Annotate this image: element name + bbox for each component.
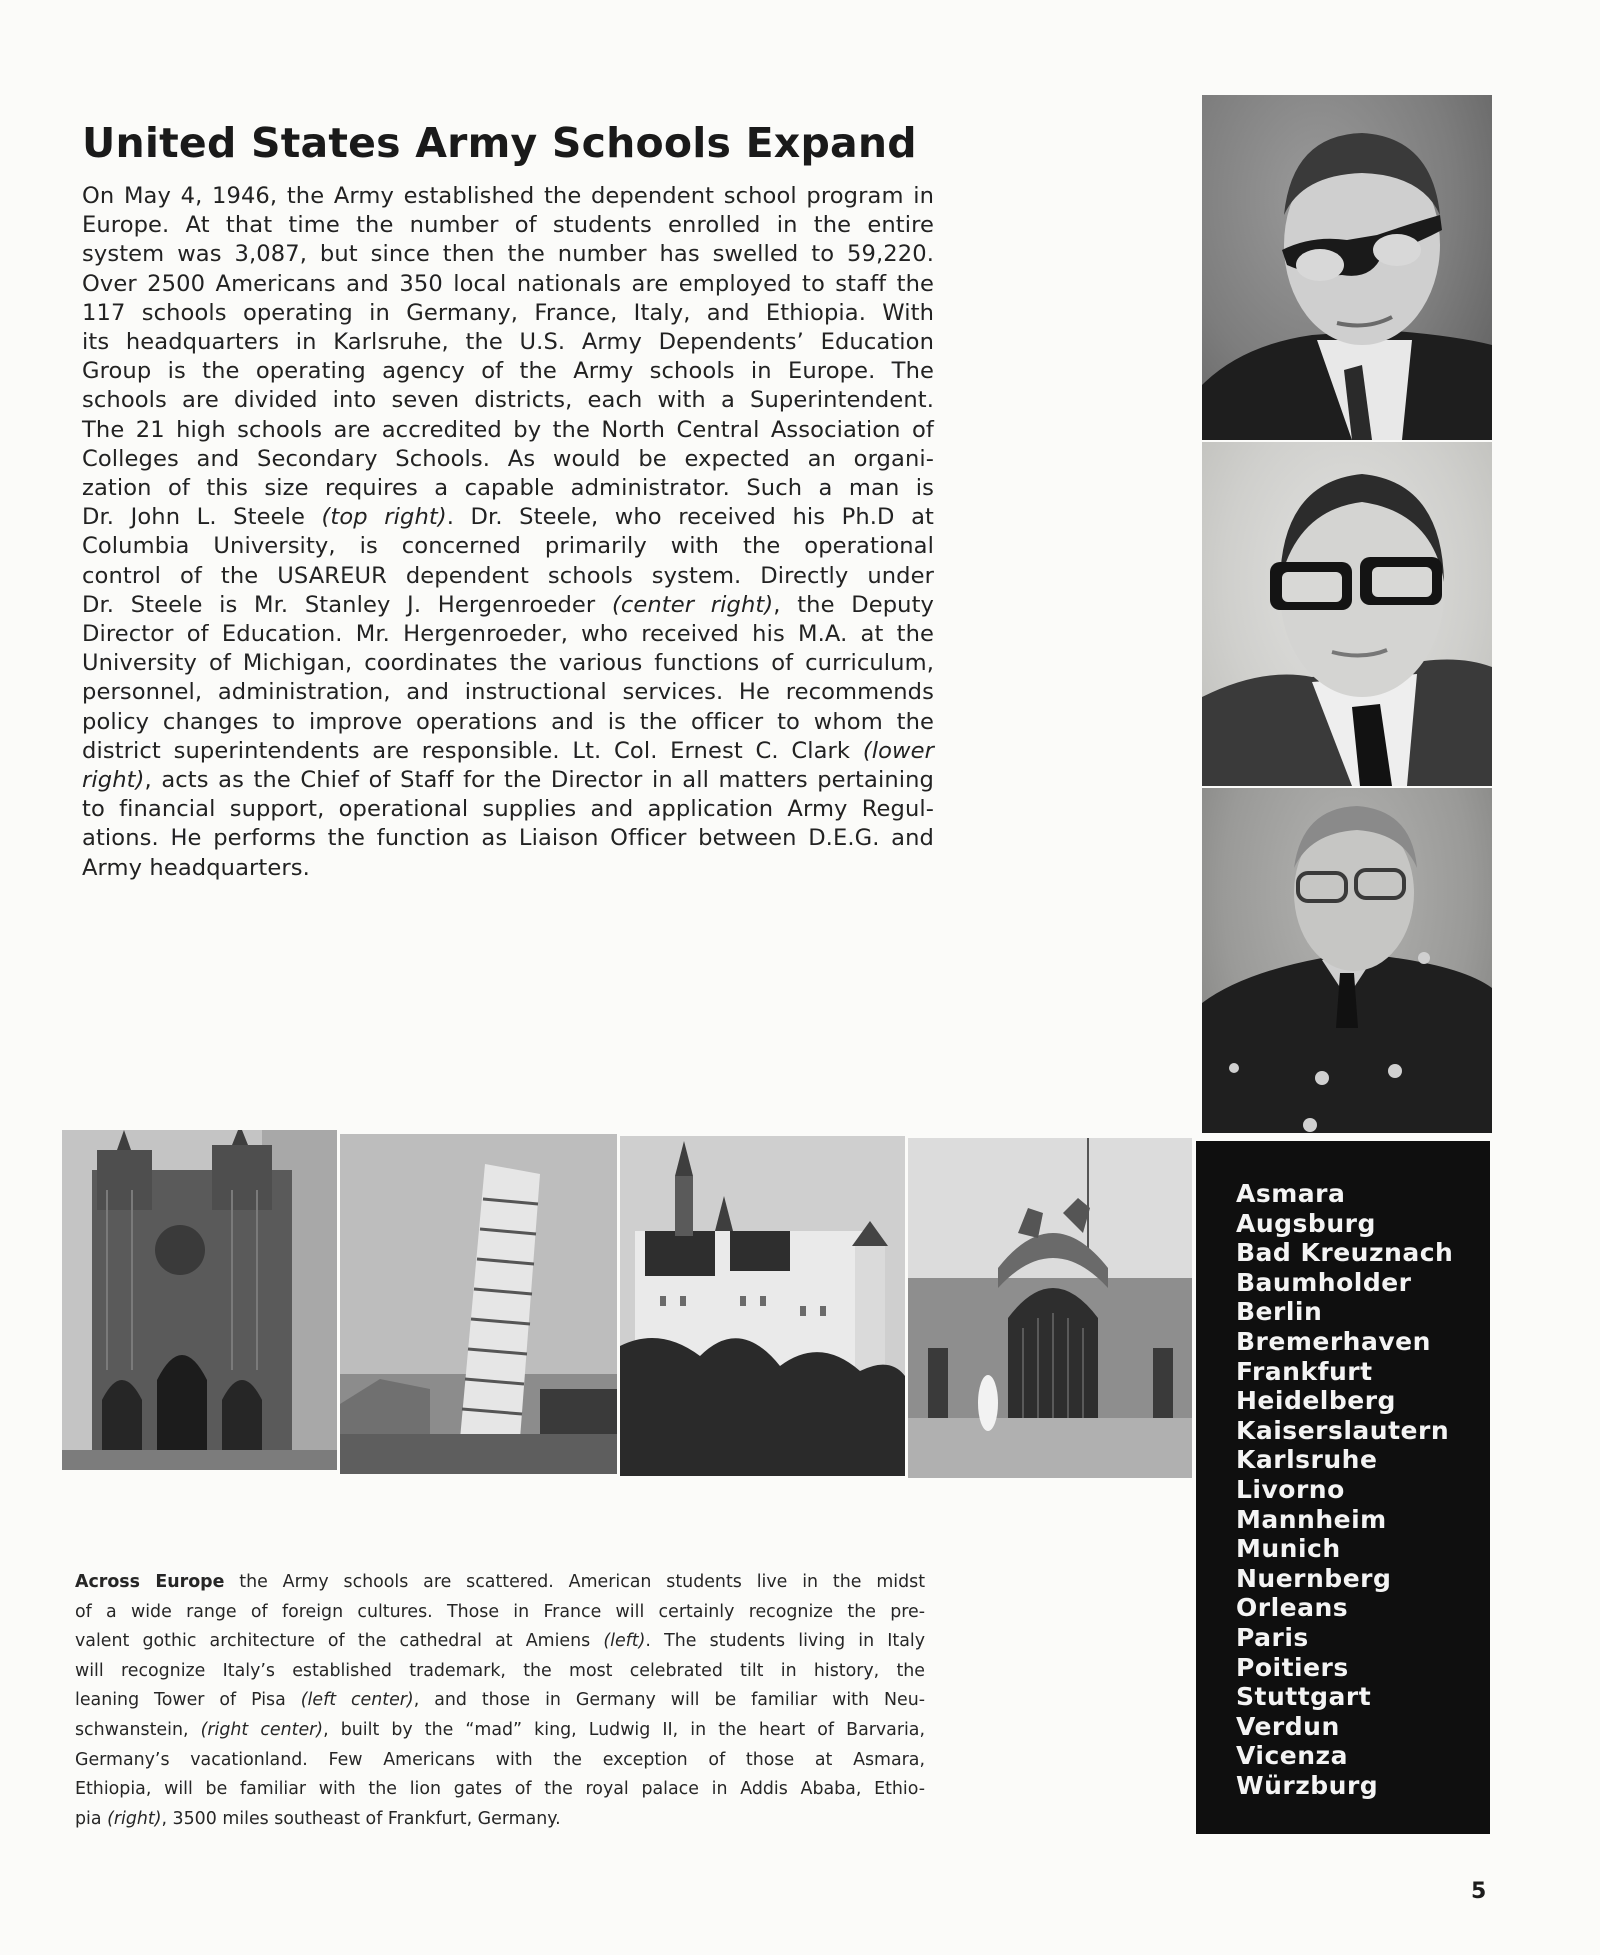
europe-landmarks-photo-strip xyxy=(62,1128,1192,1473)
body-line: Group is the operating agency of the Army schools in Europe. The xyxy=(82,358,934,385)
city-item: Bremerhaven xyxy=(1236,1326,1431,1356)
city-item: Stuttgart xyxy=(1236,1682,1372,1712)
body-line: schools are divided into seven districts, each with a Superintendent. xyxy=(82,387,934,414)
school-locations-panel xyxy=(1196,1141,1490,1834)
amiens-cathedral-photo xyxy=(62,1130,337,1470)
caption-lead: Across Europe xyxy=(75,1572,225,1592)
neuschwanstein-castle-photo xyxy=(620,1136,905,1476)
caption-line: Germany’s vacationland. Few Americans with the exception of those at Asmara, xyxy=(75,1749,925,1770)
man-with-glasses-portrait-icon xyxy=(1202,442,1492,786)
body-line: University of Michigan, coordinates the various functions of curriculum, xyxy=(82,650,934,677)
city-list xyxy=(1196,1141,1490,1800)
city-item: Nuernberg xyxy=(1236,1563,1392,1593)
portrait-hergenroeder-photo xyxy=(1202,442,1492,786)
caption-line: valent gothic architecture of the cathedral at Amiens (left). The students living in Italy xyxy=(75,1631,925,1652)
tower-icon xyxy=(340,1134,617,1474)
body-line: zation of this size requires a capable administrator. Such a man is xyxy=(82,475,934,502)
caption-line: Across Europe the Army schools are scattered. American students live in the midst xyxy=(75,1572,926,1592)
body-line: Army headquarters. xyxy=(82,854,310,881)
body-line: district superintendents are responsible. Lt. Col. Ernest C. Clark (lower xyxy=(82,737,934,764)
portrait-steele-photo xyxy=(1202,95,1492,440)
man-in-uniform-portrait-icon xyxy=(1202,788,1492,1133)
body-line: control of the USAREUR dependent schools system. Directly under xyxy=(82,562,934,589)
city-item: Munich xyxy=(1236,1534,1341,1564)
city-item: Vicenza xyxy=(1236,1741,1348,1771)
city-item: Berlin xyxy=(1236,1297,1323,1327)
cathedral-icon xyxy=(62,1130,337,1470)
city-item: Orleans xyxy=(1236,1593,1349,1623)
body-line: The 21 high schools are accredited by the North Central Association of xyxy=(82,416,934,443)
body-line: On May 4, 1946, the Army established the dependent school program in xyxy=(82,183,934,209)
photo-reference: (top right) xyxy=(321,504,447,531)
body-line: Over 2500 Americans and 350 local nationals are employed to staff the xyxy=(82,270,934,297)
body-line: its headquarters in Karlsruhe, the U.S. Army Dependents’ Education xyxy=(82,329,934,356)
photo-reference: right) xyxy=(82,767,145,794)
city-item: Poitiers xyxy=(1236,1652,1349,1682)
gate-icon xyxy=(908,1138,1192,1478)
city-item: Asmara xyxy=(1236,1179,1346,1208)
caption-line: of a wide range of foreign cultures. Those in France will certainly recognize the pre- xyxy=(75,1601,925,1622)
body-line: to financial support, operational supplies and application Army Regul- xyxy=(82,796,934,823)
photo-reference: (right) xyxy=(107,1808,162,1829)
body-line: personnel, administration, and instructional services. He recommends xyxy=(82,679,934,706)
city-item: Augsburg xyxy=(1236,1208,1376,1238)
man-with-glasses-portrait-icon xyxy=(1202,95,1492,440)
city-item: Frankfurt xyxy=(1236,1356,1373,1386)
caption-line: leaning Tower of Pisa (left center), and those in Germany will be familiar with Neu- xyxy=(75,1690,925,1711)
city-item: Heidelberg xyxy=(1236,1386,1396,1416)
city-item: Livorno xyxy=(1236,1474,1345,1504)
body-line: right), acts as the Chief of Staff for the Director in all matters pertaining xyxy=(82,767,934,794)
photo-reference: (left center) xyxy=(300,1690,414,1711)
body-line: Dr. Steele is Mr. Stanley J. Hergenroeder (center right), the Deputy xyxy=(82,591,934,618)
caption-line: pia (right), 3500 miles southeast of Frankfurt, Germany. xyxy=(75,1808,561,1829)
castle-icon xyxy=(620,1136,905,1476)
city-item: Karlsruhe xyxy=(1236,1445,1378,1475)
portrait-clark-photo xyxy=(1202,788,1492,1133)
article-title: United States Army Schools Expand xyxy=(82,119,917,168)
photo-caption xyxy=(75,1568,925,1834)
caption-line: schwanstein, (right center), built by the “mad” king, Ludwig II, in the heart of Barvaria, xyxy=(75,1719,925,1740)
photo-reference: (right center) xyxy=(200,1719,324,1740)
leaning-tower-of-pisa-photo xyxy=(340,1134,617,1474)
photo-reference: (left) xyxy=(603,1631,646,1652)
photo-reference: (center right) xyxy=(611,591,774,618)
city-item: Würzburg xyxy=(1236,1770,1379,1800)
body-line: ations. He performs the function as Liaison Officer between D.E.G. and xyxy=(82,825,934,852)
body-line: 117 schools operating in Germany, France, Italy, and Ethiopia. With xyxy=(82,299,934,326)
body-line: Europe. At that time the number of students enrolled in the entire xyxy=(82,212,934,239)
body-line: Colleges and Secondary Schools. As would be expected an organi- xyxy=(82,445,934,472)
body-line: Columbia University, is concerned primarily with the operational xyxy=(82,533,934,560)
photo-reference: (lower xyxy=(862,737,934,764)
city-item: Baumholder xyxy=(1236,1267,1412,1297)
caption-line: Ethiopia, will be familiar with the lion gates of the royal palace in Addis Ababa, Ethio- xyxy=(75,1779,925,1800)
addis-ababa-lion-gates-photo xyxy=(908,1138,1192,1478)
body-line: Director of Education. Mr. Hergenroeder, who received his M.A. at the xyxy=(82,621,934,648)
body-line: Dr. John L. Steele (top right). Dr. Steele, who received his Ph.D at xyxy=(82,504,934,531)
body-line: policy changes to improve operations and is the officer to whom the xyxy=(82,708,934,735)
body-line: system was 3,087, but since then the number has swelled to 59,220. xyxy=(82,241,934,268)
city-item: Bad Kreuznach xyxy=(1236,1238,1454,1268)
caption-line: will recognize Italy’s established trademark, the most celebrated tilt in history, the xyxy=(75,1660,925,1681)
article-body xyxy=(82,182,934,883)
city-item: Verdun xyxy=(1236,1711,1340,1741)
city-item: Mannheim xyxy=(1236,1504,1387,1534)
city-item: Paris xyxy=(1236,1622,1309,1652)
page-number: 5 xyxy=(1471,1879,1487,1904)
city-item: Kaiserslautern xyxy=(1236,1415,1450,1445)
